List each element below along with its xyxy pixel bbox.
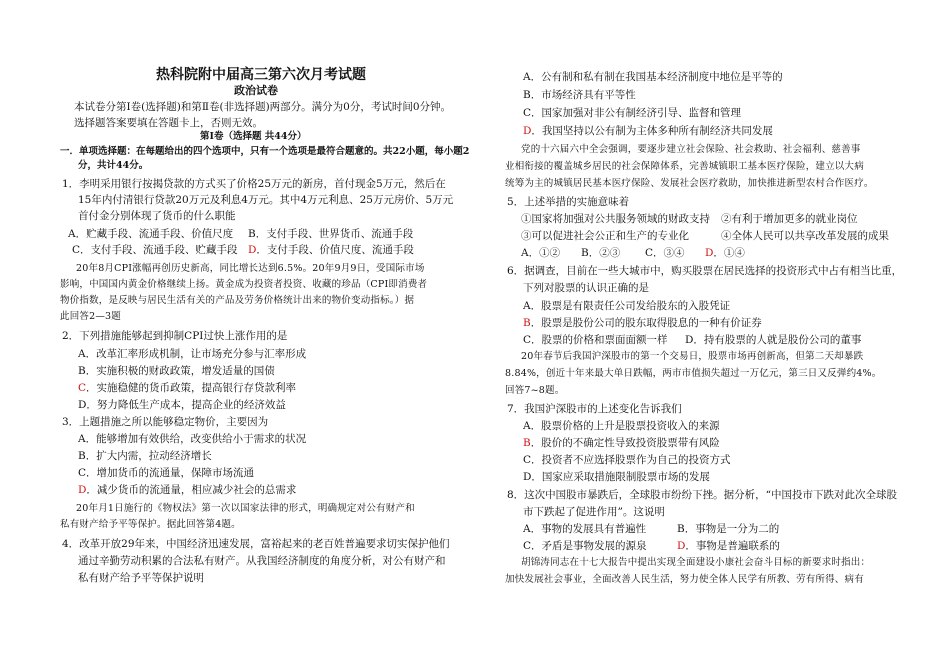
material-paragraph: 党的十六届六中全会强调，要逐步建立社会保险、社会救助、社会福利、慈善事 xyxy=(521,144,861,155)
material-paragraph: 回答7~8题。 xyxy=(505,385,565,396)
q1-stem: 首付金分别体现了货币的什么职能 xyxy=(78,210,236,222)
intro-line: 选择题答案要填在答题卡上，否则无效。 xyxy=(74,117,263,129)
exam-subtitle: 政治试卷 xyxy=(234,84,278,97)
q2-stem: 2．下列措施能够起到抑制CPI过快上涨作用的是 xyxy=(62,330,288,342)
q1-option-d: D．支付手段、价值尺度、流通手段 xyxy=(248,244,414,256)
q1-option-b: B．支付手段、世界货币、流通手段 xyxy=(248,228,414,240)
material-paragraph: 私有财产给予平等保护。据此回答第4题。 xyxy=(60,519,241,530)
material-paragraph: 8.84%，创近十年来最大单日跌幅，两市市值损失超过一万亿元，第三日又反弹约4%。 xyxy=(505,368,882,379)
q8-option-b: B．事物是一分为二的 xyxy=(677,523,780,535)
q4-option-c: C．国家加强对非公有制经济引导、监督和管理 xyxy=(523,107,742,119)
q3-stem: 3．上题措施之所以能够稳定物价，主要因为 xyxy=(62,416,269,428)
q7-option-d: D．国家应采取措施限制股票市场的发展 xyxy=(523,471,710,483)
q6-option-c: C．股票的价格和票面面额一样 xyxy=(523,334,668,346)
q5-option-c: C．③④ xyxy=(645,247,685,259)
q5-option-a: A．①② xyxy=(521,247,561,259)
q1-option-a: A．贮藏手段、流通手段、价值尺度 xyxy=(68,228,234,240)
q7-stem: 7．我国沪深股市的上述变化告诉我们 xyxy=(507,403,682,415)
q2-option-a: A．改革汇率形成机制，让市场充分参与汇率形成 xyxy=(78,348,307,360)
exam-title: 热科院附中届高三第六次月考试题 xyxy=(156,67,366,83)
q5-item: ④全体人民可以共享改革发展的成果 xyxy=(721,230,889,242)
q7-option-c: C．投资者不应选择股票作为自己的投资方式 xyxy=(523,454,731,466)
q1-stem: 15年内付清银行贷款20万元及利息4万元。其中4万元利息、25万元房价、5万元 xyxy=(78,194,454,206)
q6-option-b: B．股票是股份公司的股东取得股息的一种有价证券 xyxy=(523,317,762,329)
q5-option-b: B．②③ xyxy=(581,247,621,259)
material-paragraph: 20年春节后我国沪深股市的第一个交易日，股票市场再创新高，但第二天却暴跌 xyxy=(521,351,864,362)
q3-option-a: A．能够增加有效供给，改变供给小于需求的状况 xyxy=(78,433,307,445)
material-paragraph: 20年月1日施行的《物权法》第一次以国家法律的形式，明确规定对公有财产和 xyxy=(76,503,415,514)
intro-line: 本试卷分第Ⅰ卷(选择题)和第Ⅱ卷(非选择题)两部分。满分为0分，考试时间0分钟。 xyxy=(74,101,452,113)
q5-item: ①国家将加强对公共服务领域的财政支持 xyxy=(521,213,710,225)
q5-option-d: D．①④ xyxy=(705,247,745,259)
q2-option-d: D．努力降低生产成本，提高企业的经济效益 xyxy=(78,399,286,411)
q8-option-d: D．事物是普遍联系的 xyxy=(677,540,780,552)
q2-option-b: B．实施积极的财政政策，增发适量的国债 xyxy=(78,365,275,377)
q4-stem: 通过辛勤劳动积累的合法私有财产。从我国经济制度的角度分析，对公有财产和 xyxy=(78,555,446,567)
material-paragraph: 业相衔接的覆盖城乡居民的社会保障体系，完善城镇职工基本医疗保险，建立以大病 xyxy=(505,161,864,172)
material-paragraph: 20年8月CPI涨幅再创历史新高，同比增长达到6.5%。20年9月9日，受国际市场 xyxy=(76,263,425,274)
q8-option-a: A．事物的发展具有普遍性 xyxy=(523,523,647,535)
q7-option-a: A．股票价格的上升是股票投资收入的来源 xyxy=(523,420,720,432)
q6-option-a: A．股票是有限责任公司发给股东的入股凭证 xyxy=(523,300,731,312)
material-paragraph: 胡锦涛同志在十七大报告中提出实现全面建设小康社会奋斗目标的新要求时指出： xyxy=(521,557,871,568)
q8-stem: 8．这次中国股市暴跌后，全球股市纷纷下挫。据分析，“中国投市下跌对此次全球股 xyxy=(507,489,898,501)
q8-stem: 市下跌起了促进作用”。这说明 xyxy=(523,506,665,518)
section1-heading: 分，共计44分。 xyxy=(78,160,149,171)
q2-option-c: C．实施稳健的货币政策，提高银行存贷款利率 xyxy=(78,382,297,394)
material-paragraph: 物价指数，是反映与居民生活有关的产品及劳务价格统计出来的物价变动指标。）据 xyxy=(60,295,415,306)
q6-stem: 下列对股票的认识正确的是 xyxy=(523,282,649,294)
q6-stem: 6．据调查，目前在一些大城市中，购买股票在居民选择的投资形式中占有相当比重， xyxy=(507,265,903,277)
q4-option-a: A．公有制和私有制在我国基本经济制度中地位是平等的 xyxy=(523,71,783,83)
q6-option-d: D．持有股票的人就是股份公司的董事 xyxy=(685,334,862,346)
q4-option-d: D．我国坚持以公有制为主体多种所有制经济共同发展 xyxy=(523,125,773,137)
q7-option-b: B．股价的不确定性导致投资股票带有风险 xyxy=(523,437,720,449)
q4-stem: 私有财产给予平等保护说明 xyxy=(78,572,204,584)
q5-stem: 5．上述举措的实施意味着 xyxy=(507,196,630,208)
q4-stem: 4．改革开放29年来，中国经济迅速发展，富裕起来的老百姓普遍要求切实保护他们 xyxy=(62,538,450,550)
q8-option-c: C．矛盾是事物发展的源泉 xyxy=(523,540,647,552)
q1-option-c: C．支付手段、流通手段、贮藏手段 xyxy=(72,244,238,256)
q5-item: ③可以促进社会公正和生产的专业化 xyxy=(521,230,689,242)
part1-header: 第Ⅰ卷（选择题 共44分） xyxy=(200,131,307,142)
material-paragraph: 此回答2—3题 xyxy=(60,311,121,322)
material-paragraph: 统筹为主的城镇居民基本医疗保险、发展社会医疗救助，加快推进新型农村合作医疗。 xyxy=(505,178,874,189)
material-paragraph: 影响，中国国内黄金价格继续上扬。黄金成为投资者投资、收藏的珍品（CPI即消费者 xyxy=(60,279,428,290)
material-paragraph: 加快发展社会事业，全面改善人民生活，努力使全体人民学有所教、劳有所得、病有 xyxy=(505,574,864,585)
q3-option-d: D．减少货币的流通量，相应减少社会的总需求 xyxy=(78,484,297,496)
q4-option-b: B．市场经济具有平等性 xyxy=(523,89,636,101)
q3-option-c: C．增加货币的流通量，保障市场流通 xyxy=(78,467,255,479)
q3-option-b: B．扩大内需，拉动经济增长 xyxy=(78,450,212,462)
q5-item: ②有利于增加更多的就业岗位 xyxy=(721,213,858,225)
section1-heading: 一．单项选择题：在每题给出的四个选项中，只有一个选项是最符合题意的。共22小题，每小题2 xyxy=(60,146,470,157)
q1-stem: 1．李明采用银行按揭贷款的方式买了价格25万元的新房，首付现金5万元，然后在 xyxy=(62,178,446,190)
